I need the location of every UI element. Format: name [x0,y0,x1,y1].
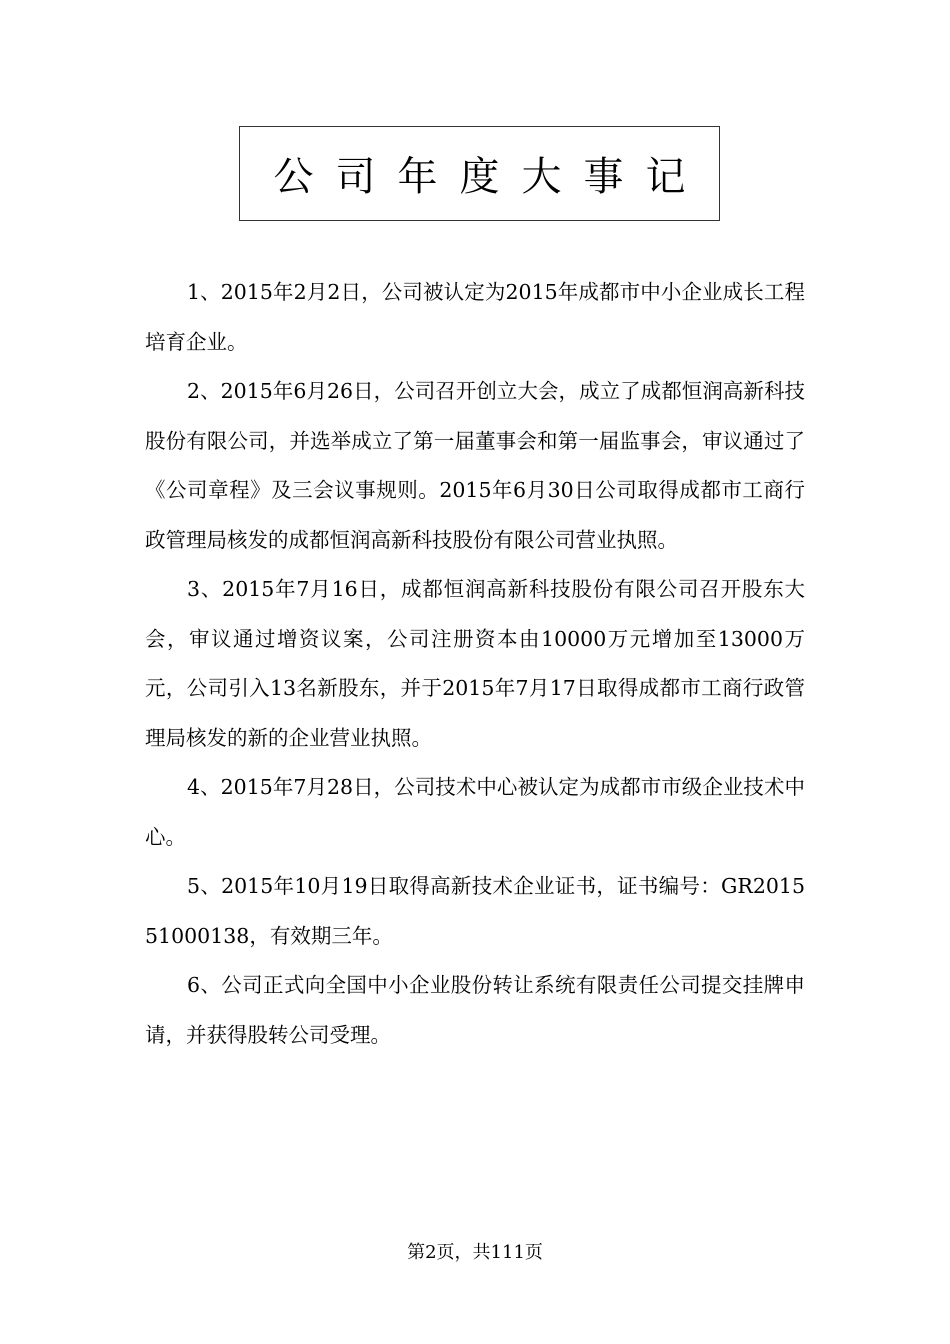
title-box [239,126,720,221]
event-item-6: 6、公司正式向全国中小企业股份转让系统有限责任公司提交挂牌申请，并获得股转公司受理。 [145,973,805,1047]
event-item-2: 2、2015年6月26日，公司召开创立大会，成立了成都恒润高新科技股份有限公司，并选举成立了第一届董事会和第一届监事会，审议通过了《公司章程》及三会议事规则。2015年6月30日公司取得成都市工商行政管理局核发的成都恒润高新科技股份有限公司营业执照。 [145,379,805,552]
document-title: 公司年度大事记 [273,154,708,200]
event-list [145,268,805,1060]
event-item-4: 4、2015年7月28日，公司技术中心被认定为成都市市级企业技术中心。 [145,775,805,849]
page-footer: 第2页，共111页 [407,1242,543,1263]
event-item-5: 5、2015年10月19日取得高新技术企业证书，证书编号：GR201551000138，有效期三年。 [145,874,805,948]
event-item-1: 1、2015年2月2日，公司被认定为2015年成都市中小企业成长工程培育企业。 [145,280,805,354]
event-item-3: 3、2015年7月16日，成都恒润高新科技股份有限公司召开股东大会，审议通过增资议案，公司注册资本由10000万元增加至13000万元，公司引入13名新股东，并于2015年7月17日取得成都市工商行政管理局核发的新的企业营业执照。 [145,577,805,750]
